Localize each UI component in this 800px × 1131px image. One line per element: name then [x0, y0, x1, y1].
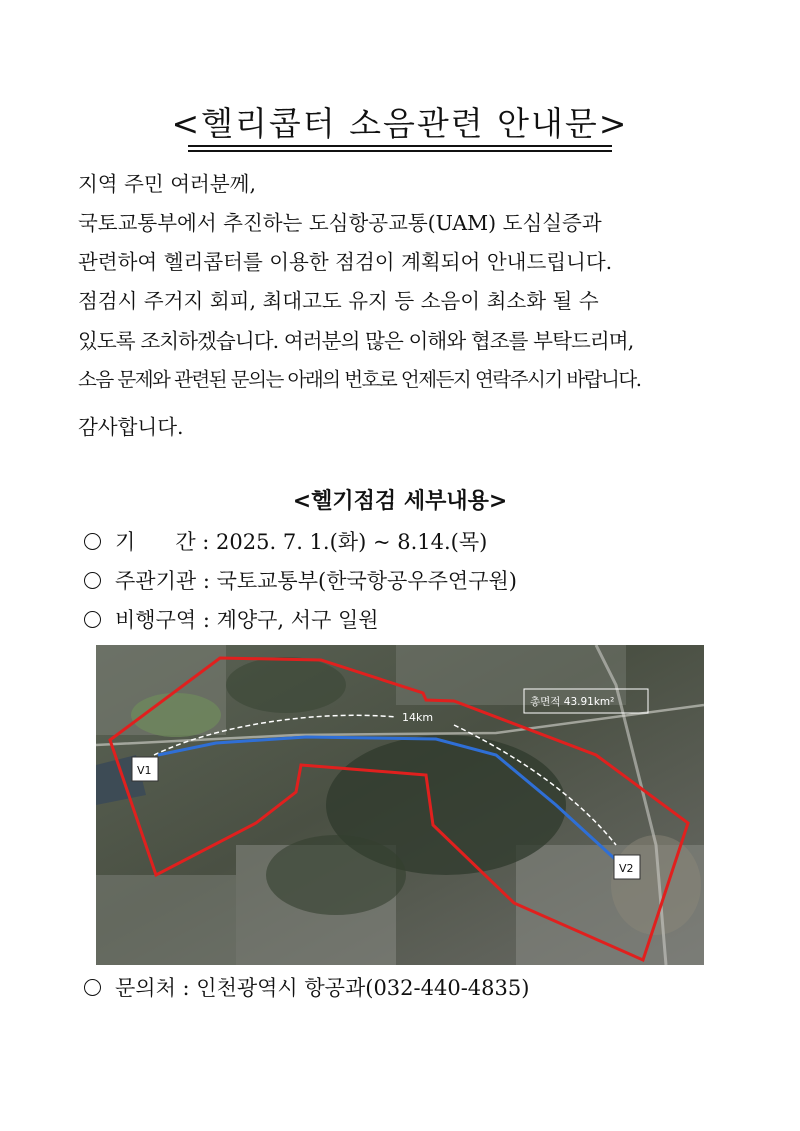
contact-text: 문의처 : 인천광역시 항공과(032-440-4835): [115, 976, 530, 1000]
circle-bullet-icon: [84, 979, 101, 996]
closing-line: 감사합니다.: [78, 415, 184, 439]
organizer-item: [84, 565, 517, 595]
contact-item: [84, 972, 529, 1002]
organizer-text: 주관기관 : 국토교통부(한국항공우주연구원): [115, 569, 517, 593]
circle-bullet-icon: [84, 572, 101, 589]
document-title: <헬리콥터 소음관련 안내문>: [171, 104, 629, 143]
distance-label: 14km: [402, 711, 434, 724]
flight-area-map: [96, 645, 704, 965]
title-underline-bottom: [188, 150, 612, 152]
mountain-area: [226, 657, 346, 713]
circle-bullet-icon: [84, 611, 101, 628]
area-item: [84, 604, 379, 634]
period-item: [84, 526, 487, 556]
mountain-area: [266, 835, 406, 915]
circle-bullet-icon: [84, 533, 101, 550]
title-underline-top: [188, 145, 612, 147]
body-line: 관련하여 헬리콥터를 이용한 점검이 계획되어 안내드립니다.: [78, 250, 613, 274]
body-line: 점검시 주거지 회피, 최대고도 유지 등 소음이 최소화 될 수: [78, 289, 599, 313]
greeting-line: 지역 주민 여러분께,: [78, 172, 256, 196]
details-title: <헬기점검 세부내용>: [292, 489, 508, 514]
body-line: 국토교통부에서 추진하는 도심항공교통(UAM) 도심실증과: [78, 211, 602, 235]
body-line: 있도록 조치하겠습니다. 여러분의 많은 이해와 협조를 부탁드리며,: [78, 329, 634, 353]
body-line: 소음 문제와 관련된 문의는 아래의 번호로 언제든지 연락주시기 바랍니다.: [78, 368, 641, 391]
end-label: V2: [619, 862, 634, 875]
start-label: V1: [137, 764, 152, 777]
area-text: 비행구역 : 계양구, 서구 일원: [115, 608, 379, 632]
period-text: 기 간 : 2025. 7. 1.(화) ~ 8.14.(목): [115, 530, 488, 554]
total-area-label: 총면적 43.91km²: [530, 696, 615, 708]
urban-area: [96, 875, 236, 965]
